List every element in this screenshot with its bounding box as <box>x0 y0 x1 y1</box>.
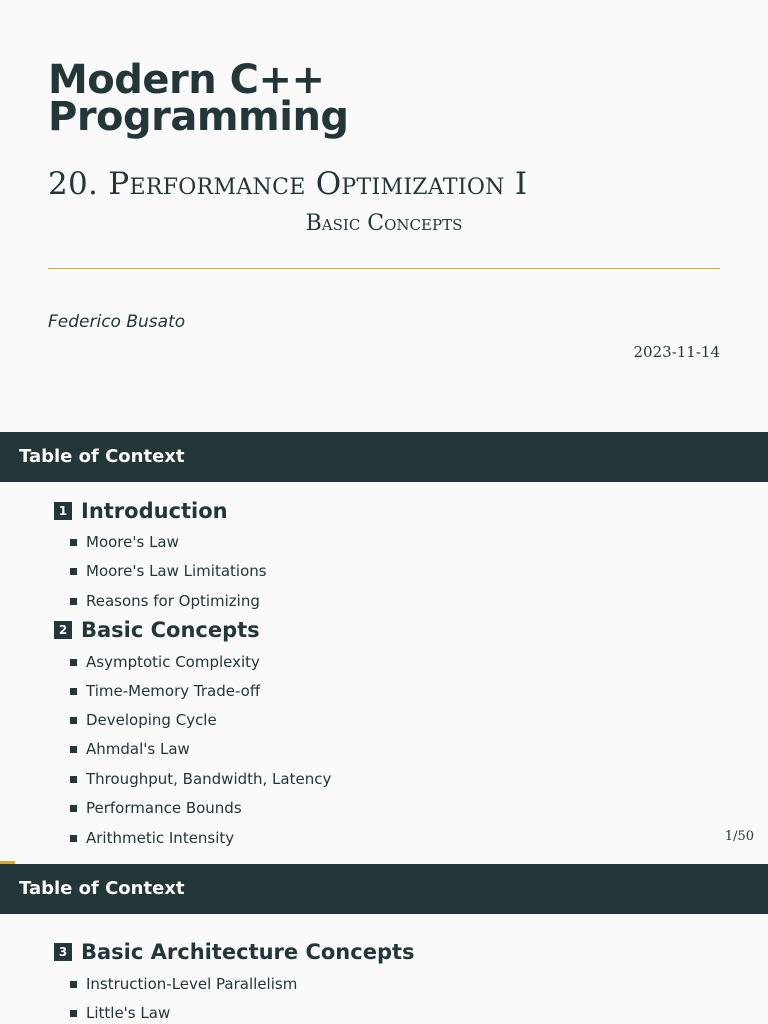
title-line-2: Programming <box>48 94 349 140</box>
square-bullet-icon <box>70 835 77 842</box>
toc-item-label: Arithmetic Intensity <box>86 829 235 847</box>
toc-item-label: Time-Memory Trade-off <box>86 682 261 700</box>
square-bullet-icon <box>70 688 77 695</box>
frame-title: Table of Context <box>0 864 768 914</box>
toc-slide-1 <box>0 432 768 864</box>
presentation-title <box>48 57 349 140</box>
toc-section-basic-architecture-concepts[interactable] <box>54 940 415 964</box>
toc-item-label: Asymptotic Complexity <box>86 653 260 671</box>
toc-item-label: Moore's Law <box>86 533 179 551</box>
square-bullet-icon <box>70 805 77 812</box>
toc-section-basic-concepts[interactable] <box>54 618 260 642</box>
square-bullet-icon <box>70 1010 77 1017</box>
toc-item[interactable] <box>70 975 297 993</box>
section-title: Basic Concepts <box>81 618 260 642</box>
square-bullet-icon <box>70 746 77 753</box>
toc-item[interactable] <box>70 682 260 700</box>
toc-item-label: Little's Law <box>86 1004 171 1022</box>
toc-item-label: Reasons for Optimizing <box>86 592 260 610</box>
square-bullet-icon <box>70 717 77 724</box>
square-bullet-icon <box>70 598 77 605</box>
toc-item-label: Instruction-Level Parallelism <box>86 975 298 993</box>
toc-item-label: Performance Bounds <box>86 799 242 817</box>
title-divider <box>48 268 720 269</box>
toc-item-label: Developing Cycle <box>86 711 217 729</box>
section-title: Basic Architecture Concepts <box>81 940 415 964</box>
toc-item-label: Ahmdal's Law <box>86 740 190 758</box>
section-number-badge: 2 <box>54 621 72 639</box>
toc-item[interactable] <box>70 533 179 551</box>
toc-item[interactable] <box>70 653 260 671</box>
toc-item-label: Throughput, Bandwidth, Latency <box>86 770 332 788</box>
square-bullet-icon <box>70 659 77 666</box>
presentation-date: 2023-11-14 <box>633 343 720 361</box>
toc-item[interactable] <box>70 799 242 817</box>
toc-item[interactable] <box>70 829 234 847</box>
square-bullet-icon <box>70 776 77 783</box>
square-bullet-icon <box>70 981 77 988</box>
toc-item-label: Moore's Law Limitations <box>86 562 267 580</box>
toc-item[interactable] <box>70 770 331 788</box>
title-slide <box>0 0 768 432</box>
toc-item[interactable] <box>70 562 267 580</box>
section-title: Introduction <box>81 499 228 523</box>
frame-title: Table of Context <box>0 432 768 482</box>
title-line-1: Modern C++ <box>48 57 325 103</box>
section-number-badge: 1 <box>54 502 72 520</box>
toc-item[interactable] <box>70 592 260 610</box>
lecture-subtitle: 20. Performance Optimization I <box>48 166 528 202</box>
lecture-subsubtitle: Basic Concepts <box>305 211 463 236</box>
toc-item[interactable] <box>70 711 217 729</box>
toc-section-introduction[interactable] <box>54 499 228 523</box>
toc-item[interactable] <box>70 1004 170 1022</box>
author-name: Federico Busato <box>48 312 186 332</box>
toc-slide-2 <box>0 864 768 1024</box>
page-number: 1/50 <box>724 829 754 844</box>
toc-item[interactable] <box>70 740 190 758</box>
section-number-badge: 3 <box>54 943 72 961</box>
square-bullet-icon <box>70 539 77 546</box>
square-bullet-icon <box>70 568 77 575</box>
